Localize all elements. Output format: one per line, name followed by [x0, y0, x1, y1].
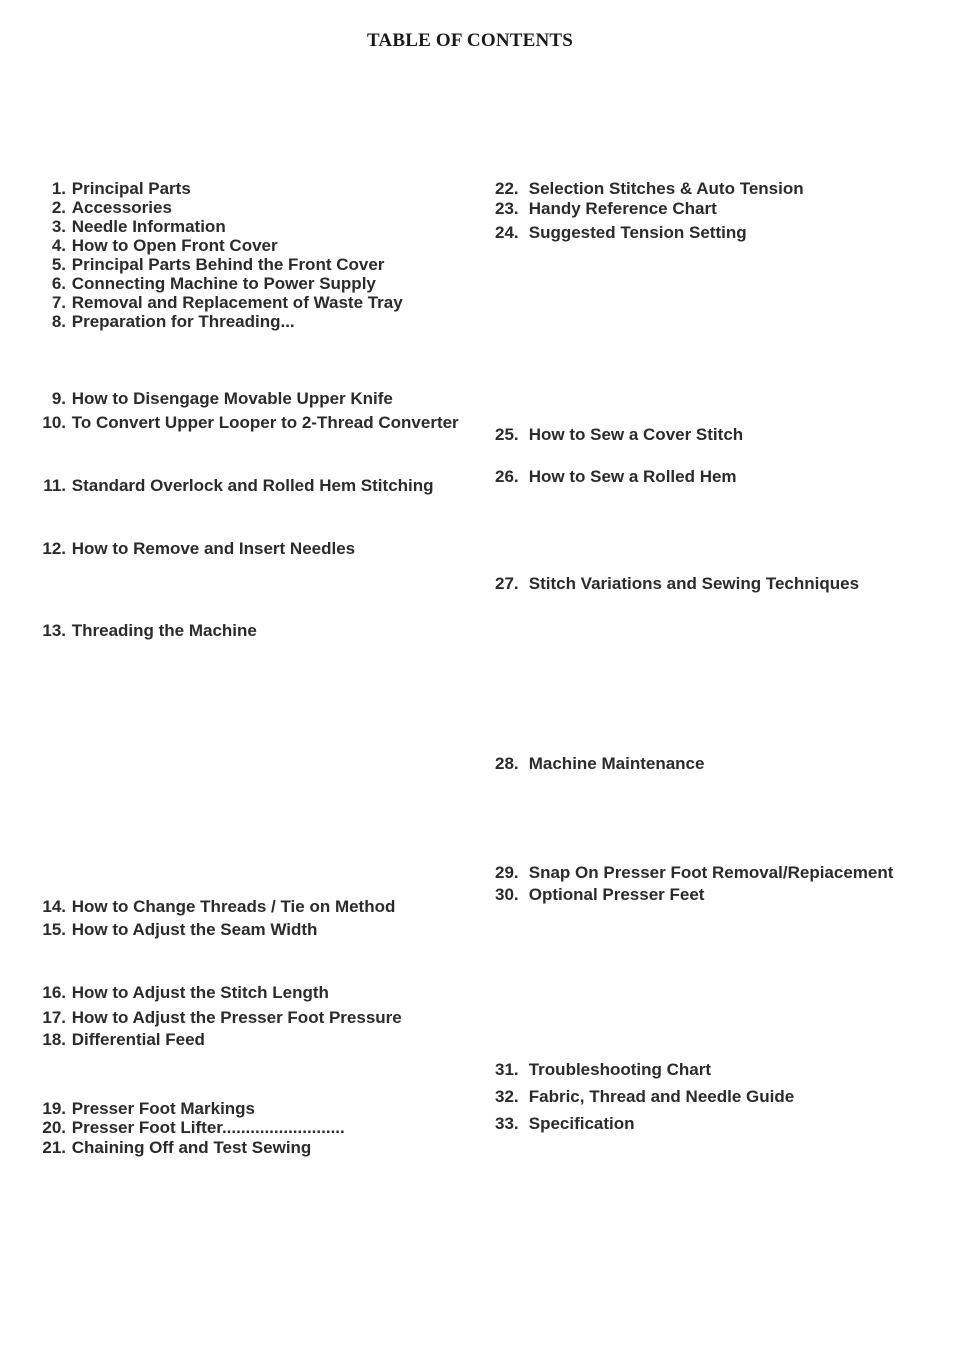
toc-label: Needle Information — [71, 217, 226, 236]
toc-label: How to Adjust the Seam Width — [71, 920, 318, 939]
toc-entry-27 — [495, 574, 859, 594]
toc-label: Presser Foot Lifter.......................... — [71, 1118, 345, 1137]
toc-entry-7 — [38, 293, 403, 313]
toc-number: 9. — [51, 389, 66, 408]
toc-number: 18. — [42, 1030, 66, 1049]
page-title: TABLE OF CONTENTS — [366, 30, 574, 51]
toc-entry-22 — [495, 179, 804, 199]
toc-entry-21 — [38, 1138, 311, 1158]
toc-label: How to Remove and Insert Needles — [71, 539, 356, 558]
toc-label: Stitch Variations and Sewing Techniques — [528, 574, 860, 593]
toc-label: Connecting Machine to Power Supply — [71, 274, 376, 293]
toc-entry-3 — [38, 217, 226, 237]
toc-number: 8. — [51, 312, 66, 331]
toc-label: How to Change Threads / Tie on Method — [71, 897, 396, 916]
toc-entry-26 — [495, 467, 737, 487]
toc-entry-23 — [495, 199, 717, 219]
toc-label: Removal and Replacement of Waste Tray — [71, 293, 403, 312]
toc-number: 12. — [42, 539, 66, 558]
toc-entry-2 — [38, 198, 172, 218]
toc-label: How to Open Front Cover — [71, 236, 278, 255]
toc-number: 30. — [495, 885, 519, 904]
toc-number: 1. — [51, 179, 66, 198]
toc-label: Presser Foot Markings — [71, 1099, 256, 1118]
toc-entry-16 — [38, 983, 329, 1003]
toc-entry-10 — [38, 413, 459, 433]
toc-entry-14 — [38, 897, 395, 917]
toc-label: How to Sew a Rolled Hem — [528, 467, 737, 486]
toc-number: 16. — [42, 983, 66, 1002]
toc-entry-29 — [495, 863, 893, 883]
toc-entry-32 — [495, 1087, 794, 1107]
toc-entry-12 — [38, 539, 355, 559]
toc-number: 13. — [42, 621, 66, 640]
toc-label: Snap On Presser Foot Removal/Repiacement — [528, 863, 894, 882]
toc-number: 31. — [495, 1060, 519, 1079]
toc-entry-33 — [495, 1114, 635, 1134]
toc-number: 7. — [51, 293, 66, 312]
toc-label: Chaining Off and Test Sewing — [71, 1138, 312, 1157]
toc-number: 22. — [495, 179, 519, 198]
toc-entry-30 — [495, 885, 704, 905]
toc-label: Preparation for Threading... — [71, 312, 295, 331]
toc-number: 21. — [42, 1138, 66, 1157]
toc-number: 23. — [495, 199, 519, 218]
toc-number: 24. — [495, 223, 519, 242]
toc-entry-19 — [38, 1099, 255, 1119]
toc-entry-24 — [495, 223, 747, 243]
toc-entry-31 — [495, 1060, 711, 1080]
toc-number: 20. — [42, 1118, 66, 1137]
toc-number: 6. — [51, 274, 66, 293]
toc-entry-17 — [38, 1008, 402, 1028]
toc-number: 17. — [42, 1008, 66, 1027]
toc-number: 4. — [51, 236, 66, 255]
toc-label: Differential Feed — [71, 1030, 205, 1049]
toc-number: 33. — [495, 1114, 519, 1133]
toc-entry-5 — [38, 255, 384, 275]
toc-number: 19. — [42, 1099, 66, 1118]
toc-entry-25 — [495, 425, 743, 445]
toc-number: 5. — [51, 255, 66, 274]
toc-entry-13 — [38, 621, 257, 641]
toc-entry-4 — [38, 236, 278, 256]
toc-label: Standard Overlock and Rolled Hem Stitching — [71, 476, 434, 495]
toc-label: Optional Presser Feet — [528, 885, 705, 904]
toc-entry-15 — [38, 920, 317, 940]
toc-label: How to Sew a Cover Stitch — [528, 425, 744, 444]
toc-entry-8 — [38, 312, 295, 332]
toc-number: 15. — [42, 920, 66, 939]
toc-number: 14. — [42, 897, 66, 916]
toc-label: Selection Stitches & Auto Tension — [528, 179, 804, 198]
toc-label: Principal Parts Behind the Front Cover — [71, 255, 385, 274]
toc-entry-28 — [495, 754, 704, 774]
toc-number: 11. — [43, 476, 66, 495]
toc-label: Accessories — [71, 198, 172, 217]
toc-label: How to Adjust the Presser Foot Pressure — [71, 1008, 402, 1027]
toc-number: 28. — [495, 754, 519, 773]
toc-label: Handy Reference Chart — [528, 199, 717, 218]
toc-label: Troubleshooting Chart — [528, 1060, 712, 1079]
toc-label: Threading the Machine — [71, 621, 257, 640]
toc-entry-6 — [38, 274, 376, 294]
toc-entry-11 — [38, 476, 434, 496]
toc-entry-1 — [38, 179, 191, 199]
toc-number: 27. — [495, 574, 519, 593]
toc-entry-20 — [38, 1118, 345, 1138]
toc-number: 29. — [495, 863, 519, 882]
toc-entry-9 — [38, 389, 393, 409]
toc-number: 2. — [51, 198, 66, 217]
toc-number: 26. — [495, 467, 519, 486]
toc-label: Fabric, Thread and Needle Guide — [528, 1087, 795, 1106]
toc-label: Specification — [528, 1114, 635, 1133]
toc-label: Machine Maintenance — [528, 754, 705, 773]
toc-number: 10. — [42, 413, 66, 432]
toc-label: Suggested Tension Setting — [528, 223, 747, 242]
toc-label: Principal Parts — [71, 179, 191, 198]
toc-entry-18 — [38, 1030, 205, 1050]
toc-number: 3. — [51, 217, 66, 236]
toc-number: 25. — [495, 425, 519, 444]
toc-label: To Convert Upper Looper to 2-Thread Converter — [71, 413, 459, 432]
toc-number: 32. — [495, 1087, 519, 1106]
toc-label: How to Adjust the Stitch Length — [71, 983, 329, 1002]
toc-label: How to Disengage Movable Upper Knife — [71, 389, 393, 408]
